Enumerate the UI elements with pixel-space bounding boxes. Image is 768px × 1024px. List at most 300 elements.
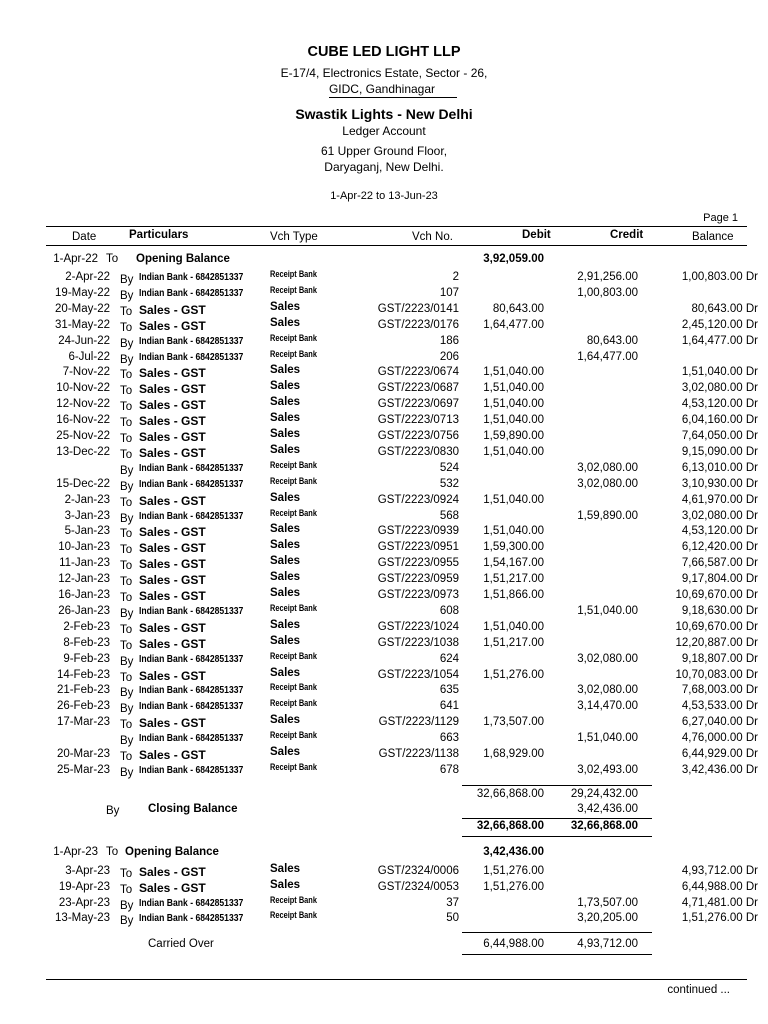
entry-debit: 1,54,167.00 (483, 557, 544, 570)
entry-debit: 1,51,217.00 (483, 573, 544, 586)
ledger-row (0, 878, 768, 897)
opening2-label: Opening Balance (125, 846, 219, 858)
entry-vch-no: GST/2223/0955 (377, 557, 459, 570)
entry-vch-type: Sales (270, 491, 301, 504)
opening-balance-row (0, 253, 768, 269)
entry-credit: 1,64,477.00 (577, 350, 638, 363)
entry-vch-no: GST/2223/1038 (377, 636, 459, 649)
entry-balance: 6,12,420.00 Dr (681, 541, 758, 554)
entry-balance: 3,02,080.00 Dr (681, 382, 758, 395)
entry-direction: By (120, 899, 134, 912)
entry-vch-type: Sales (270, 666, 301, 679)
entry-date: 31-May-22 (55, 318, 110, 331)
closing-label: Closing Balance (148, 803, 238, 815)
entry-balance: 4,71,481.00 Dr (681, 896, 758, 909)
entry-vch-type: Receipt Bank (270, 602, 317, 614)
entry-particulars: Indian Bank - 6842851337 (139, 477, 244, 490)
entry-vch-type: Sales (270, 396, 301, 409)
entry-vch-type: Receipt Bank (270, 269, 317, 280)
entry-vch-no: 206 (439, 350, 459, 363)
entry-balance: 7,68,003.00 Dr (681, 684, 758, 697)
ledger-row (0, 666, 768, 685)
entry-balance: 4,53,533.00 Dr (681, 700, 758, 713)
entry-particulars: Sales - GST (139, 573, 206, 588)
entry-direction: To (120, 417, 133, 430)
subtotal-debit: 32,66,868.00 (476, 788, 544, 800)
entry-credit: 1,59,890.00 (577, 509, 638, 522)
entry-credit: 1,51,040.00 (577, 604, 638, 617)
entry-debit: 1,51,276.00 (483, 880, 544, 893)
entry-balance: 80,643.00 Dr (691, 302, 758, 315)
entry-vch-no: 568 (439, 509, 459, 522)
entry-balance: 9,18,630.00 Dr (681, 604, 758, 617)
subtotal-credit: 29,24,432.00 (570, 788, 638, 800)
entry-vch-type: Sales (270, 428, 301, 440)
header-top-rule (46, 226, 747, 227)
entry-credit: 1,73,507.00 (577, 896, 638, 909)
entry-direction: By (120, 274, 134, 286)
entry-particulars: Indian Bank - 6842851337 (139, 271, 244, 283)
ledger-row (0, 414, 768, 430)
entry-direction: To (120, 321, 133, 334)
entry-vch-no: 608 (439, 604, 459, 617)
entry-particulars: Sales - GST (139, 557, 206, 572)
entry-debit: 1,51,040.00 (483, 525, 544, 538)
opening-dir: To (106, 253, 119, 265)
entry-balance: 6,04,160.00 Dr (681, 414, 758, 427)
entry-balance: 10,69,670.00 Dr (675, 620, 758, 633)
ledger-row (0, 459, 768, 478)
entry-particulars: Indian Bank - 6842851337 (139, 509, 244, 522)
entry-vch-no: GST/2223/1024 (377, 620, 459, 633)
grandtotal-row (0, 820, 768, 836)
entry-date: 2-Jan-23 (64, 493, 110, 506)
entry-particulars: Sales - GST (139, 589, 206, 603)
ledger-row (0, 348, 768, 367)
opening2-debit: 3,42,436.00 (483, 846, 544, 858)
entry-credit: 2,91,256.00 (577, 271, 638, 283)
ledger-row (0, 284, 768, 303)
entry-vch-type: Receipt Bank (270, 348, 317, 360)
entry-vch-no: GST/2223/0687 (377, 382, 459, 395)
carried-debit: 6,44,988.00 (483, 938, 544, 950)
party-address-line1: 61 Upper Ground Floor, (320, 144, 448, 158)
entry-date: 13-May-23 (55, 912, 110, 925)
entry-vch-no: GST/2223/1138 (378, 748, 459, 760)
entry-balance: 3,42,436.00 Dr (681, 763, 758, 776)
entry-date: 9-Feb-23 (63, 652, 110, 665)
grandtotal-debit: 32,66,868.00 (476, 820, 544, 832)
entry-date: 20-May-22 (55, 302, 110, 315)
continued-label: continued ... (667, 984, 730, 996)
entry-direction: By (120, 655, 134, 668)
entry-particulars: Sales - GST (139, 430, 206, 444)
entry-date: 26-Jan-23 (58, 604, 110, 617)
entry-balance: 6,44,929.00 Dr (681, 748, 758, 760)
entry-particulars: Indian Bank - 6842851337 (139, 912, 244, 925)
entry-date: 15-Dec-22 (56, 477, 110, 490)
closing-balance-row (0, 803, 768, 819)
entry-date: 10-Nov-22 (56, 382, 110, 395)
entry-date: 2-Feb-23 (63, 620, 110, 633)
closing-credit: 3,42,436.00 (577, 803, 638, 815)
entry-vch-type: Sales (270, 316, 301, 329)
ledger-row (0, 271, 768, 287)
entry-debit: 1,51,040.00 (483, 445, 544, 458)
entry-balance: 6,44,988.00 Dr (681, 880, 758, 893)
entry-direction: By (120, 607, 134, 620)
entry-date: 26-Feb-23 (56, 700, 110, 713)
ledger-row (0, 602, 768, 621)
entry-particulars: Indian Bank - 6842851337 (139, 461, 244, 474)
entry-direction: To (120, 639, 133, 652)
ledger-row (0, 748, 768, 764)
entry-vch-no: GST/2223/0141 (377, 302, 459, 315)
entry-credit: 1,51,040.00 (577, 732, 638, 745)
entry-vch-type: Sales (270, 523, 301, 536)
entry-balance: 4,61,970.00 Dr (681, 493, 758, 506)
entry-vch-no: 2 (452, 271, 459, 283)
entry-vch-no: GST/2223/0924 (377, 493, 459, 506)
ledger-row (0, 865, 768, 881)
entry-particulars: Indian Bank - 6842851337 (139, 763, 244, 776)
entry-direction: By (120, 735, 134, 748)
entry-balance: 2,45,120.00 Dr (681, 318, 758, 331)
entry-vch-type: Receipt Bank (270, 910, 317, 922)
entry-date: 25-Mar-23 (56, 763, 110, 776)
ledger-row (0, 430, 768, 446)
entry-vch-type: Receipt Bank (270, 459, 317, 471)
entry-date: 19-May-22 (55, 286, 110, 299)
entry-date: 13-Dec-22 (56, 445, 110, 458)
entry-debit: 1,51,866.00 (483, 589, 544, 601)
entry-particulars: Indian Bank - 6842851337 (139, 700, 244, 713)
entry-vch-no: GST/2223/0713 (377, 414, 459, 427)
entry-date: 3-Jan-23 (64, 509, 110, 522)
ledger-row (0, 761, 768, 780)
entry-direction: To (120, 448, 133, 461)
ledger-row (0, 366, 768, 382)
entry-debit: 1,59,300.00 (483, 541, 544, 554)
entry-particulars: Sales - GST (139, 525, 206, 540)
entry-particulars: Sales - GST (139, 541, 206, 556)
entry-vch-no: GST/2223/0973 (377, 589, 459, 601)
subtotal-row (0, 788, 768, 804)
entry-direction: To (120, 576, 133, 589)
entry-credit: 3,02,080.00 (577, 477, 638, 490)
entry-direction: To (120, 883, 133, 896)
party-name: Swastik Lights - New Delhi (295, 106, 473, 122)
opening-debit: 3,92,059.00 (483, 253, 544, 265)
entry-direction: By (120, 766, 134, 779)
entry-particulars: Sales - GST (139, 366, 206, 381)
ledger-row (0, 589, 768, 605)
entry-direction: To (120, 433, 133, 445)
entry-particulars: Sales - GST (139, 748, 206, 762)
entry-balance: 3,10,930.00 Dr (681, 477, 758, 490)
col-particulars: Particulars (129, 229, 189, 241)
col-vch-no: Vch No. (412, 231, 453, 243)
entry-credit: 1,00,803.00 (577, 286, 638, 299)
ledger-row (0, 491, 768, 510)
entry-vch-no: 37 (446, 896, 459, 909)
entry-debit: 1,51,040.00 (483, 493, 544, 506)
col-date: Date (72, 231, 97, 243)
grandtotal-top-rule (462, 818, 652, 819)
entry-debit: 1,51,040.00 (483, 398, 544, 411)
entry-vch-no: 524 (439, 461, 459, 474)
entry-particulars: Sales - GST (139, 382, 206, 397)
entry-particulars: Sales - GST (139, 668, 206, 683)
entry-balance: 6,27,040.00 Dr (681, 716, 758, 729)
col-balance: Balance (692, 231, 734, 243)
entry-particulars: Sales - GST (139, 716, 206, 731)
entry-balance: 10,70,083.00 Dr (675, 668, 758, 681)
ledger-type: Ledger Account (342, 124, 426, 138)
entry-particulars: Indian Bank - 6842851337 (139, 732, 244, 745)
entry-credit: 3,02,080.00 (577, 684, 638, 697)
entry-particulars: Sales - GST (139, 445, 206, 460)
carried-label: Carried Over (148, 938, 214, 950)
entry-credit: 3,02,493.00 (577, 763, 638, 776)
ledger-row (0, 443, 768, 462)
entry-balance: 9,17,804.00 Dr (681, 573, 758, 586)
entry-direction: To (120, 385, 133, 398)
entry-direction: By (120, 480, 134, 493)
entry-direction: To (120, 560, 133, 573)
entry-vch-type: Receipt Bank (270, 698, 317, 710)
entry-date: 8-Feb-23 (63, 636, 110, 649)
entry-date: 24-Jun-22 (58, 334, 110, 347)
opening2-dir: To (106, 846, 119, 858)
entry-date: 2-Apr-22 (65, 271, 110, 283)
entry-credit: 3,02,080.00 (577, 652, 638, 665)
company-address-line1: E-17/4, Electronics Estate, Sector - 26, (280, 66, 488, 80)
entry-particulars: Sales - GST (139, 493, 206, 508)
opening-label: Opening Balance (136, 253, 230, 265)
entry-vch-type: Sales (270, 412, 301, 425)
entry-balance: 6,13,010.00 Dr (681, 461, 758, 474)
entry-balance: 1,51,276.00 Dr (681, 912, 758, 925)
entry-particulars: Sales - GST (139, 318, 206, 333)
entry-balance: 4,53,120.00 Dr (681, 525, 758, 538)
entry-particulars: Sales - GST (139, 302, 206, 317)
ledger-row (0, 332, 768, 351)
entry-vch-no: 678 (439, 763, 459, 776)
entry-credit: 80,643.00 (586, 334, 638, 347)
entry-vch-type: Receipt Bank (270, 332, 317, 344)
entry-debit: 80,643.00 (492, 302, 544, 315)
ledger-row (0, 573, 768, 589)
entry-direction: By (120, 703, 134, 716)
entry-debit: 1,51,040.00 (483, 620, 544, 633)
entry-vch-no: 624 (439, 652, 459, 665)
entry-direction: To (120, 868, 133, 880)
entry-direction: By (120, 289, 134, 302)
entry-date: 16-Jan-23 (58, 589, 110, 601)
entry-particulars: Indian Bank - 6842851337 (139, 334, 244, 347)
period: 1-Apr-22 to 13-Jun-23 (330, 190, 438, 202)
entry-vch-type: Sales (270, 746, 301, 758)
entry-direction: By (120, 687, 134, 700)
col-debit: Debit (522, 229, 551, 241)
entry-vch-no: 635 (439, 684, 459, 697)
entry-date: 3-Apr-23 (65, 865, 110, 877)
entry-vch-type: Sales (270, 380, 301, 393)
entry-particulars: Indian Bank - 6842851337 (139, 684, 244, 697)
entry-vch-no: GST/2223/0959 (377, 573, 459, 586)
entry-debit: 1,59,890.00 (483, 430, 544, 442)
entry-direction: To (120, 592, 133, 604)
entry-vch-type: Sales (270, 539, 301, 552)
footer-rule (46, 979, 747, 980)
entry-date: 20-Mar-23 (56, 748, 110, 760)
entry-particulars: Sales - GST (139, 398, 206, 413)
entry-direction: To (120, 305, 133, 318)
entry-vch-type: Sales (270, 443, 301, 456)
entry-vch-type: Sales (270, 863, 301, 875)
entry-vch-no: 107 (439, 286, 459, 299)
entry-balance: 4,53,120.00 Dr (681, 398, 758, 411)
col-credit: Credit (610, 229, 644, 241)
entry-balance: 4,93,712.00 Dr (681, 865, 758, 877)
entry-direction: By (120, 464, 134, 477)
entry-debit: 1,51,276.00 (483, 668, 544, 681)
entry-vch-no: 50 (446, 912, 459, 925)
entry-balance: 9,18,807.00 Dr (681, 652, 758, 665)
entry-vch-no: 641 (439, 700, 459, 713)
ledger-row (0, 525, 768, 541)
entry-particulars: Sales - GST (139, 620, 206, 635)
opening-balance-row-2 (0, 846, 768, 862)
entry-vch-no: GST/2223/1054 (377, 668, 459, 681)
entry-direction: To (120, 496, 133, 509)
entry-date: 10-Jan-23 (58, 541, 110, 554)
entry-date: 23-Apr-23 (58, 896, 110, 909)
ledger-row (0, 650, 768, 669)
entry-debit: 1,68,929.00 (483, 748, 544, 760)
entry-vch-no: GST/2324/0053 (377, 880, 459, 893)
entry-debit: 1,51,040.00 (483, 382, 544, 395)
entry-vch-no: GST/2223/0951 (377, 541, 459, 554)
entry-vch-type: Receipt Bank (270, 761, 317, 773)
entry-debit: 1,51,217.00 (483, 636, 544, 649)
entry-vch-no: GST/2223/1129 (378, 716, 459, 729)
entry-vch-type: Receipt Bank (270, 507, 317, 519)
entry-balance: 10,69,670.00 Dr (675, 589, 758, 601)
entry-vch-type: Sales (270, 714, 301, 727)
entry-balance: 1,64,477.00 Dr (681, 334, 758, 347)
entry-credit: 3,20,205.00 (577, 912, 638, 925)
entry-particulars: Indian Bank - 6842851337 (139, 896, 244, 909)
entry-balance: 1,00,803.00 Dr (681, 271, 758, 283)
ledger-row (0, 541, 768, 557)
ledger-row (0, 382, 768, 398)
entry-vch-no: GST/2223/0674 (377, 366, 459, 379)
grandtotal-bottom-rule (462, 836, 652, 837)
carried-bottom-rule (462, 954, 652, 955)
carried-over-row (0, 938, 768, 954)
entry-vch-type: Receipt Bank (270, 682, 317, 694)
entry-debit: 1,73,507.00 (483, 716, 544, 729)
company-address-line2 (0, 82, 768, 96)
company-name: CUBE LED LIGHT LLP (307, 44, 461, 60)
entry-vch-no: GST/2223/0939 (377, 525, 459, 538)
entry-date: 14-Feb-23 (56, 668, 110, 681)
entry-direction: To (120, 544, 133, 557)
entry-date: 12-Jan-23 (58, 573, 110, 586)
closing-dir: By (106, 805, 120, 817)
entry-vch-type: Sales (270, 587, 301, 599)
entry-balance: 12,20,887.00 Dr (675, 636, 758, 649)
entry-vch-no: GST/2223/0756 (377, 430, 459, 442)
ledger-row (0, 316, 768, 335)
entry-particulars: Sales - GST (139, 414, 206, 429)
entry-date: 19-Apr-23 (58, 880, 110, 893)
entry-credit: 3,02,080.00 (577, 461, 638, 474)
entry-vch-no: GST/2223/0697 (377, 398, 459, 411)
entry-vch-type: Receipt Bank (270, 650, 317, 662)
entry-particulars: Indian Bank - 6842851337 (139, 604, 244, 617)
entry-balance: 4,76,000.00 Dr (681, 732, 758, 745)
ledger-row (0, 894, 768, 913)
entry-vch-no: GST/2324/0006 (377, 865, 459, 877)
ledger-row (0, 398, 768, 414)
entry-vch-no: 532 (439, 477, 459, 490)
party-address-line2: Daryaganj, New Delhi. (324, 160, 444, 174)
entry-debit: 1,51,040.00 (483, 414, 544, 427)
entry-debit: 1,51,276.00 (483, 865, 544, 877)
ledger-row (0, 912, 768, 928)
entry-vch-type: Sales (270, 364, 301, 377)
entry-balance: 7,64,050.00 Dr (681, 430, 758, 442)
entry-date: 5-Jan-23 (64, 525, 110, 538)
entry-particulars: Sales - GST (139, 880, 206, 895)
entry-direction: By (120, 915, 134, 928)
entry-date: 21-Feb-23 (56, 684, 110, 697)
company-address-line2-text: GIDC, Gandhinagar (329, 82, 457, 98)
entry-vch-type: Receipt Bank (270, 894, 317, 906)
entry-date: 6-Jul-22 (68, 350, 110, 363)
ledger-row (0, 732, 768, 748)
entry-vch-type: Receipt Bank (270, 475, 317, 487)
ledger-row (0, 700, 768, 716)
entry-direction: By (120, 337, 134, 350)
entry-vch-type: Sales (270, 618, 301, 631)
entry-particulars: Indian Bank - 6842851337 (139, 652, 244, 665)
entry-date: 12-Nov-22 (56, 398, 110, 411)
entry-credit: 3,14,470.00 (577, 700, 638, 713)
entry-particulars: Indian Bank - 6842851337 (139, 286, 244, 299)
entry-vch-type: Sales (270, 555, 301, 568)
entry-vch-type: Sales (270, 300, 301, 313)
entry-balance: 9,15,090.00 Dr (681, 445, 758, 458)
entry-direction: To (120, 719, 133, 732)
ledger-row (0, 557, 768, 573)
entry-balance: 1,51,040.00 Dr (681, 366, 758, 379)
opening2-date: 1-Apr-23 (53, 846, 98, 858)
entry-date: 11-Jan-23 (59, 557, 110, 570)
entry-direction: By (120, 512, 134, 525)
entry-balance: 7,66,587.00 Dr (681, 557, 758, 570)
entry-balance: 3,02,080.00 Dr (681, 509, 758, 522)
entry-direction: To (120, 623, 133, 636)
entry-direction: To (120, 401, 133, 414)
ledger-row (0, 507, 768, 526)
entry-direction: To (120, 528, 133, 541)
entry-vch-type: Receipt Bank (270, 730, 317, 742)
ledger-row (0, 475, 768, 494)
